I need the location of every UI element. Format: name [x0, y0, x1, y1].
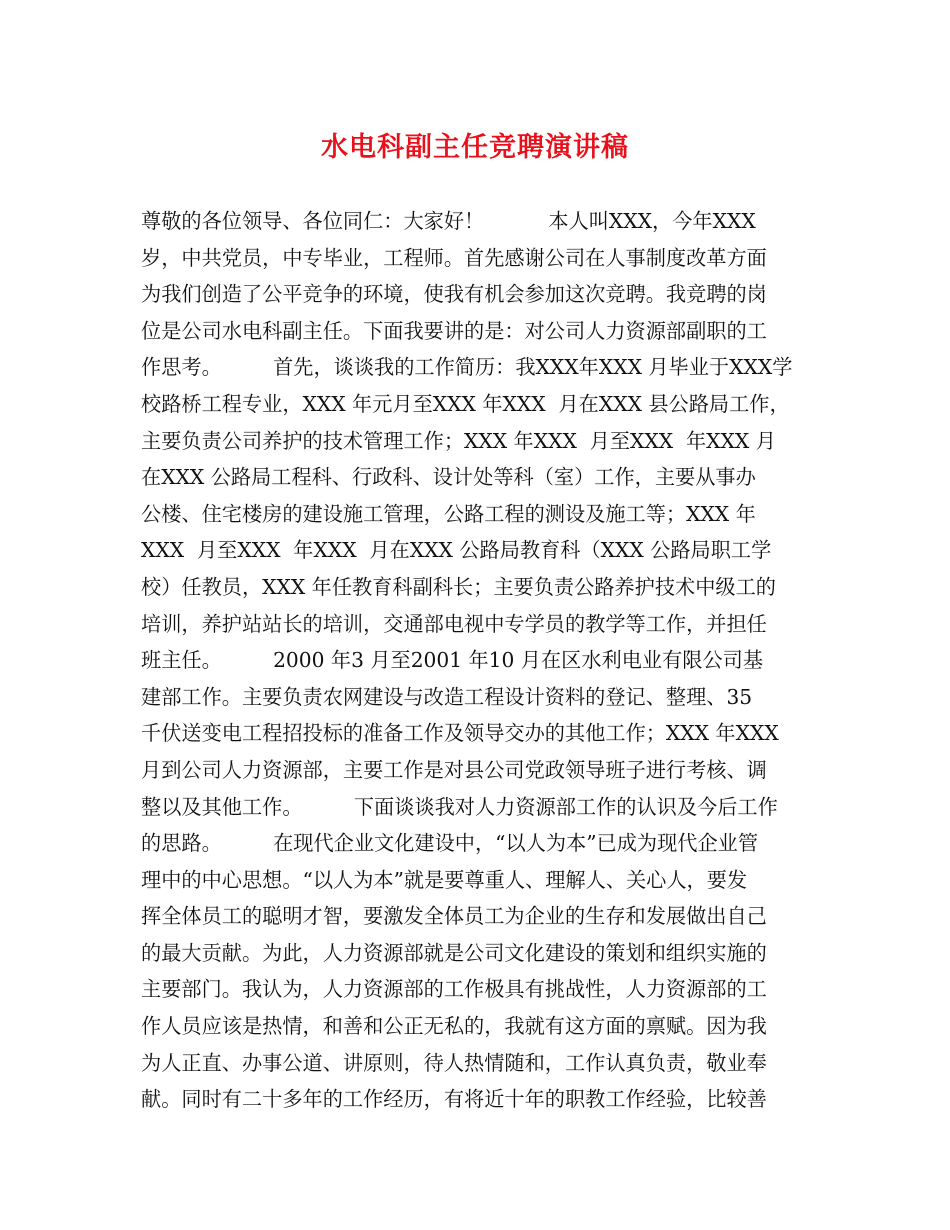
speech-body: [141, 203, 831, 1118]
body-line: 主要负责公司养护的技术管理工作；XXX 年XXX 月至XXX 年XXX 月: [141, 428, 776, 453]
body-line: 公楼、住宅楼房的建设施工管理，公路工程的测设及施工等；XXX 年: [141, 501, 756, 526]
page-title: 水电科副主任竞聘演讲稿: [321, 132, 629, 163]
body-line: XXX 月至XXX 年XXX 月在XXX 公路局教育科（XXX 公路局职工学: [141, 538, 772, 563]
body-line: 班主任。 2000 年3 月至2001 年10 月在区水利电业有限公司基: [141, 648, 764, 673]
body-line: 建部工作。主要负责农网建设与改造工程设计资料的登记、整理、35: [141, 684, 753, 709]
body-line: 在XXX 公路局工程科、行政科、设计处等科（室）工作，主要从事办: [141, 465, 756, 490]
body-line: 作人员应该是热情，和善和公正无私的，我就有这方面的禀赋。因为我: [141, 1014, 767, 1039]
body-line: 为我们创造了公平竞争的环境，使我有机会参加这次竞聘。我竞聘的岗: [141, 282, 767, 307]
body-line: 位是公司水电科副主任。下面我要讲的是：对公司人力资源部副职的工: [141, 318, 767, 343]
body-line: 理中的中心思想。“以人为本”就是要尊重人、理解人、关心人，要发: [141, 867, 748, 892]
body-line: 献。同时有二十多年的工作经历，有将近十年的职教工作经验，比较善: [141, 1087, 767, 1112]
body-line: 校）任教员，XXX 年任教育科副科长；主要负责公路养护技术中级工的: [141, 574, 776, 599]
body-line: 校路桥工程专业，XXX 年元月至XXX 年XXX 月在XXX 县公路局工作，: [141, 391, 790, 416]
body-line: 尊敬的各位领导、各位同仁：大家好！ 本人叫XXX，今年XXX: [141, 209, 756, 233]
body-line: 的思路。 在现代企业文化建设中，“以人为本”已成为现代企业管: [141, 831, 759, 856]
body-line: 挥全体员工的聪明才智，要激发全体员工为企业的生存和发展做出自己: [141, 904, 767, 929]
body-line: 整以及其他工作。 下面谈谈我对人力资源部工作的认识及今后工作: [141, 794, 778, 819]
body-line: 千伏送变电工程招投标的准备工作及领导交办的其他工作；XXX 年XXX: [141, 721, 779, 746]
body-line: 为人正直、办事公道、讲原则，待人热情随和，工作认真负责，敬业奉: [141, 1050, 767, 1075]
body-line: 岁，中共党员，中专毕业，工程师。首先感谢公司在人事制度改革方面: [141, 245, 767, 270]
body-line: 月到公司人力资源部，主要工作是对县公司党政领导班子进行考核、调: [141, 757, 767, 782]
body-line: 的最大贡献。为此，人力资源部就是公司文化建设的策划和组织实施的: [141, 940, 767, 965]
body-line: 作思考。 首先，谈谈我的工作简历：我XXX年XXX 月毕业于XXX学: [141, 355, 793, 380]
body-line: 主要部门。我认为，人力资源部的工作极具有挑战性，人力资源部的工: [141, 977, 767, 1002]
body-line: 培训，养护站站长的培训，交通部电视中专学员的教学等工作，并担任: [141, 611, 767, 636]
